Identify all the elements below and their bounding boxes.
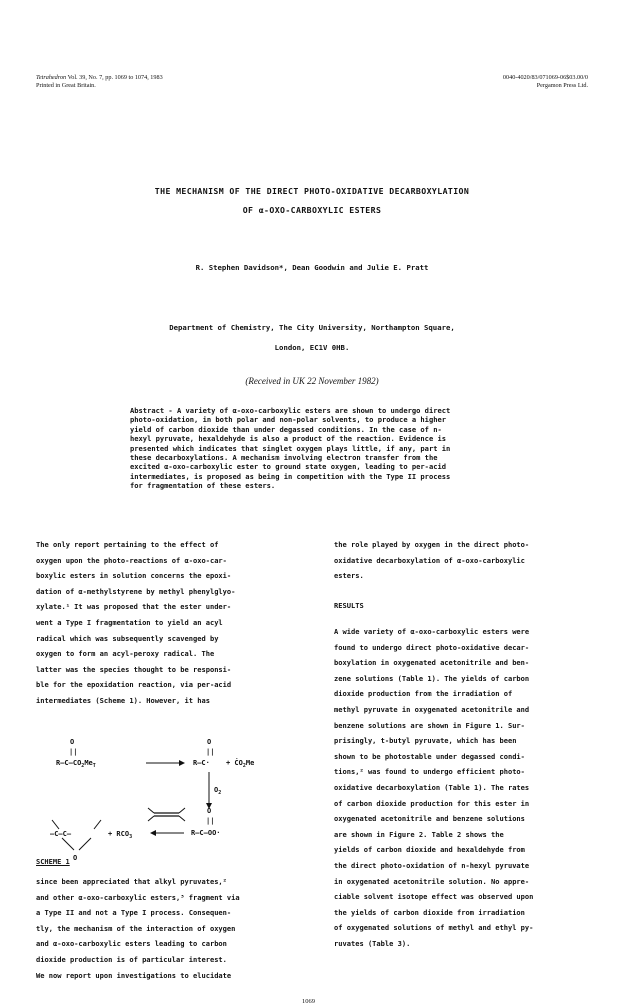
abstract-line: yield of carbon dioxide than under degassed conditions. In the case of n- <box>130 424 442 434</box>
body-line: tions,² was found to undergo efficient photo- <box>334 767 525 777</box>
body-line: boxylic esters in solution concerns the epoxi- <box>36 571 232 581</box>
scheme-alkene-sub <box>148 816 154 821</box>
body-line: are shown in Figure 2. Table 2 shows the <box>334 829 504 839</box>
body-line: latter was the species thought to be responsi- <box>36 664 232 674</box>
body-line: zene solutions (Table 1). The yields of carbon <box>334 673 530 683</box>
printed-in: Printed in Great Britain. <box>36 82 96 89</box>
scheme-epoxide-bond <box>62 838 74 850</box>
journal-name: Tetrahedron <box>36 74 67 81</box>
scheme-bar-peroxy: || <box>206 817 215 825</box>
body-line: tly, the mechanism of the interaction of oxygen <box>36 923 236 933</box>
scheme-alkene-sub <box>148 808 154 813</box>
body-line: oxidative decarboxylation of α-oxo-carboxylic <box>334 555 525 565</box>
scheme-o-ester: O <box>70 738 75 746</box>
title-line-2: OF α-OXO-CARBOXYLIC ESTERS <box>242 205 382 215</box>
body-line: dioxide production is of particular interest. <box>36 954 227 964</box>
abstract-line: presented which indicates that singlet oxygen plays little, if any, part in <box>130 443 451 453</box>
scheme-1-diagram <box>36 734 281 869</box>
body-line: of oxygenated solutions of methyl and ethyl py- <box>334 923 534 933</box>
affiliation-line-2: London, EC1V 0HB. <box>274 343 350 352</box>
body-line: ble for the epoxidation reaction, via per-acid <box>36 680 232 690</box>
body-line: benzene solutions are shown in Figure 1. Sur- <box>334 720 525 730</box>
scheme-epoxide: —C—C— <box>50 830 72 838</box>
body-line: a Type II and not a Type I process. Consequen- <box>36 908 232 918</box>
body-line: prisingly, t-butyl pyruvate, which has been <box>334 736 517 746</box>
body-line: xylate.¹ It was proposed that the ester under- <box>36 602 232 612</box>
right-column-intro <box>334 537 596 584</box>
scheme-o-peroxy: O <box>207 807 212 815</box>
body-line: found to undergo direct photo-oxidative decar- <box>334 642 530 652</box>
received-date: (Received in UK 22 November 1982) <box>245 376 379 386</box>
scheme-bar-ester: || <box>69 748 78 756</box>
body-line: the yields of carbon dioxide from irradiation <box>334 907 525 917</box>
body-line: in oxygenated acetonitrile solution. No appre- <box>334 876 530 886</box>
scheme-peroxy-radical: R—C—OO· <box>191 829 221 837</box>
body-line: radical which was subsequently scavenged by <box>36 633 219 643</box>
body-line: esters. <box>334 571 364 581</box>
title-line-1: THE MECHANISM OF THE DIRECT PHOTO-OXIDATIVE DECARBOXYLATION <box>154 186 470 196</box>
body-line: yields of carbon dioxide and hexaldehyde from <box>334 845 525 855</box>
scheme-label: SCHEME 1 <box>36 858 70 866</box>
affiliation-line-1: Department of Chemistry, The City University, Northampton Square, <box>169 323 455 332</box>
scheme-o-acyl: O <box>207 738 212 746</box>
scheme-alkene-sub <box>179 808 185 813</box>
scheme-acyl-radical: R—C· <box>193 759 210 767</box>
body-line: oxygen to form an acyl-peroxy radical. The <box>36 649 215 659</box>
body-line: methyl pyruvate in oxygenated acetonitrile and <box>334 704 530 714</box>
abstract-line: Abstract - A variety of α-oxo-carboxylic esters are shown to undergo direct <box>130 406 451 415</box>
body-line: intermediates (Scheme 1). However, it has <box>36 695 210 705</box>
body-line: went a Type I fragmentation to yield an acyl <box>36 617 223 627</box>
scheme-arrowhead-2 <box>150 830 156 836</box>
scheme-arrowhead-1 <box>179 760 185 766</box>
body-line: oxygen upon the photo-reactions of α-oxo-car- <box>36 555 227 565</box>
body-line: since been appreciated that alkyl pyruvates,² <box>36 877 227 886</box>
body-line: oxidative decarboxylation (Table 1). The rates <box>334 782 530 792</box>
scheme-alkene-sub <box>179 816 185 821</box>
abstract-line: intermediates, is proposed as being in competition with the Type II process <box>130 471 451 481</box>
scheme-epoxide-oxygen: O <box>73 854 78 862</box>
abstract-line: these decarboxylations. A mechanism involving electron transfer from the <box>130 453 438 463</box>
body-line: the direct photo-oxidation of n-hexyl pyruvate <box>334 860 530 870</box>
scheme-epoxide-bond <box>79 838 91 850</box>
abstract-line: photo-oxidation, in both polar and non-polar solvents, to produce a higher <box>130 415 447 425</box>
body-line: dation of α-methylstyrene by methyl phenylglyo- <box>36 586 236 596</box>
abstract-line: excited α-oxo-carboxylic ester to ground state oxygen, leading to per-acid <box>130 462 447 472</box>
body-line: We now report upon investigations to elucidate <box>36 970 232 980</box>
scheme-epoxide-sub <box>94 820 101 829</box>
body-line: shown to be photostable under degassed condi- <box>334 751 525 761</box>
body-line: The only report pertaining to the effect of <box>36 540 219 549</box>
abstract-line: for fragmentation of these esters. <box>130 481 276 491</box>
results-text <box>334 624 596 951</box>
authors: R. Stephen Davidson*, Dean Goodwin and Julie E. Pratt <box>195 263 429 272</box>
left-column-continued <box>36 874 306 983</box>
citation: Vol. 39, No. 7, pp. 1069 to 1074, 1983 <box>67 74 163 81</box>
abstract-line: hexyl pyruvate, hexaldehyde is also a product of the reaction. Evidence is <box>130 434 447 444</box>
body-line: of carbon dioxide production for this ester in <box>334 798 530 808</box>
body-line: boxylation in oxygenated acetonitrile and ben- <box>334 658 530 668</box>
article-code: 0040-4020/83/071069-06$03.00/0 <box>502 74 588 81</box>
body-line: ruvates (Table 3). <box>334 938 411 948</box>
page-number: 1069 <box>302 998 315 1005</box>
abstract <box>130 406 522 491</box>
scheme-epoxide-sub <box>52 820 59 829</box>
scheme-ester: $R—C—CO_2Me_T$ <box>56 759 96 769</box>
scheme-rco3: + $RCO_3$ <box>108 830 133 840</box>
body-line: oxygenated acetonitrile and benzene solutions <box>334 814 525 824</box>
results-heading: RESULTS <box>334 601 364 610</box>
publisher: Pergamon Press Ltd. <box>536 82 588 89</box>
body-line: and other α-oxo-carboxylic esters,³ fragment via <box>36 892 240 902</box>
body-line: and α-oxo-carboxylic esters leading to carbon <box>36 939 227 949</box>
body-line: A wide variety of α-oxo-carboxylic esters were <box>334 627 530 636</box>
scheme-co2me: + $ĊO_2Me$ <box>226 759 255 769</box>
left-column-intro <box>36 537 306 709</box>
body-line: ciable solvent isotope effect was observed upon <box>334 892 534 902</box>
body-line: dioxide production from the irradiation of <box>334 689 513 699</box>
journal-citation <box>36 74 163 82</box>
body-line: the role played by oxygen in the direct photo- <box>334 540 530 549</box>
scheme-o2: $O_2$ <box>214 786 222 796</box>
scheme-bar-acyl: || <box>206 748 215 756</box>
